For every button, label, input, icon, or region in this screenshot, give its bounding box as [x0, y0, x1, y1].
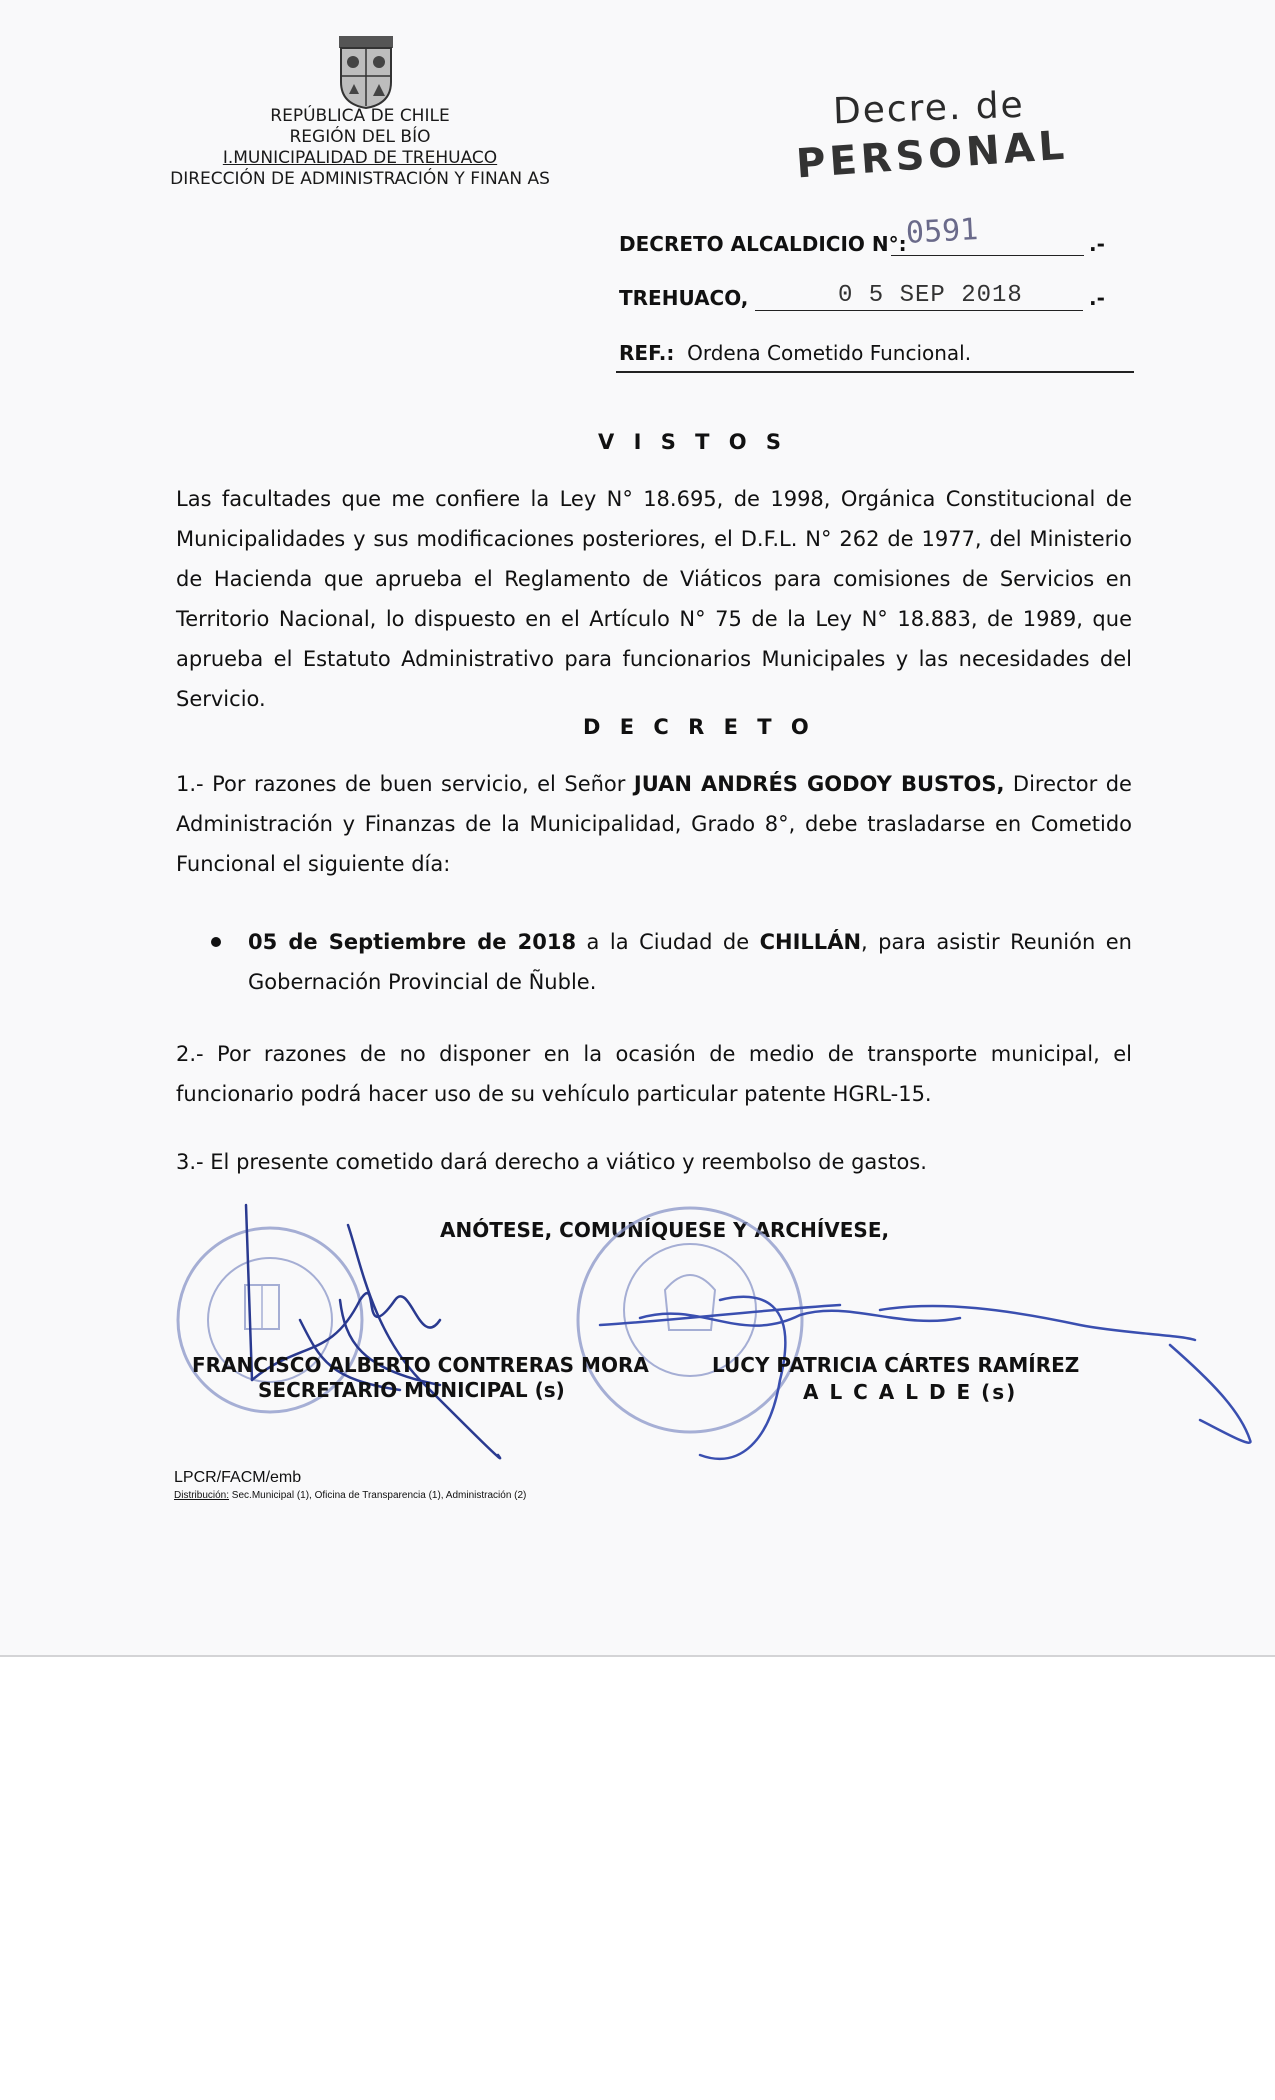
header-region: REGIÓN DEL BÍO: [289, 127, 431, 147]
reference-text: Ordena Cometido Funcional.: [687, 341, 972, 365]
personal-stamp-line1: Decre. de: [832, 84, 1026, 133]
header-republic: REPÚBLICA DE CHILE: [270, 106, 450, 126]
vistos-paragraph: Las facultades que me confiere la Ley N° 18.695, de 1998, Orgánica Constitucional de Municipalidades y sus modificaciones posteriores, el D.F.L. N° 262 de 1977, del Ministerio de Hacienda que aprueba el Reglamento de Viáticos para comisiones de Servicios en Territorio Nacional, lo dispuesto en el Artículo N° 75 de la Ley N° 18.883, de 1989, que aprueba el Estatuto Administrativo para funcionarios Municipales y las necesidades del Servicio.: [176, 487, 1132, 711]
mayor-title: A L C A L D E (s): [803, 1380, 1018, 1404]
distribution-text: Sec.Municipal (1), Oficina de Transparencia (1), Administración (2): [229, 1490, 527, 1501]
decree-point-2: 2.- Por razones de no disponer en la ocasión de medio de transporte municipal, el funcionario podrá hacer uso de su vehículo particular patente HGRL-15.: [176, 1042, 1132, 1106]
travel-city: CHILLÁN: [759, 930, 862, 954]
point-1-intro: 1.- Por razones de buen servicio, el Señor: [176, 772, 634, 796]
vistos-heading: V I S T O S: [598, 430, 788, 454]
header-municipality: I.MUNICIPALIDAD DE TREHUACO: [222, 148, 498, 168]
initials: LPCR/FACM/emb: [174, 1469, 302, 1486]
decree-point-3: 3.- El presente cometido dará derecho a viático y reembolso de gastos.: [176, 1150, 927, 1174]
decree-number-label: DECRETO ALCALDICIO N°:: [619, 232, 907, 256]
reference-underline: [616, 371, 1134, 373]
reference: [619, 341, 971, 365]
date-suffix: .-: [1089, 286, 1105, 310]
decree-number-value: 0591: [905, 212, 980, 251]
date-stamp: 0 5 SEP 2018: [838, 282, 1023, 309]
secretary-name: FRANCISCO ALBERTO CONTRERAS MORA: [192, 1353, 649, 1377]
travel-date: 05 de Septiembre de 2018: [248, 930, 577, 954]
secretary-title: SECRETARIO MUNICIPAL (s): [258, 1378, 565, 1402]
mayor-name: LUCY PATRICIA CÁRTES RAMÍREZ: [712, 1353, 1080, 1377]
header-direction: DIRECCIÓN DE ADMINISTRACIÓN Y FINAN AS: [170, 169, 550, 189]
date-line: [755, 310, 1083, 311]
distribution: [174, 1490, 526, 1501]
official-name: JUAN ANDRÉS GODOY BUSTOS,: [633, 772, 1005, 796]
closing-formula: ANÓTESE, COMUNÍQUESE Y ARCHÍVESE,: [440, 1218, 890, 1242]
point-1-rest: Director de Administración y Finanzas de la Municipalidad, Grado 8°, debe trasladarse en Cometido Funcional el siguiente día:: [176, 772, 1132, 876]
distribution-label: Distribución:: [174, 1490, 230, 1501]
decreto-heading: D E C R E T O: [583, 715, 815, 739]
bullet-marker: [211, 937, 221, 947]
secretary-signature-icon: [246, 1205, 500, 1458]
mayor-signature-icon: [600, 1297, 1250, 1459]
municipal-crest-icon: [333, 34, 399, 110]
decree-number-line: [891, 255, 1084, 256]
travel-mid: a la Ciudad de: [576, 930, 760, 954]
decree-number-suffix: .-: [1089, 232, 1105, 256]
place-label: TREHUACO,: [619, 286, 749, 310]
travel-bullet-item: [248, 922, 1132, 1002]
travel-purpose: , para asistir Reunión en Gobernación Provincial de Ñuble.: [248, 930, 1132, 994]
reference-label: REF.:: [619, 341, 675, 365]
decree-point-1: [176, 764, 1132, 884]
personal-stamp-line2: PERSONAL: [794, 122, 1070, 188]
